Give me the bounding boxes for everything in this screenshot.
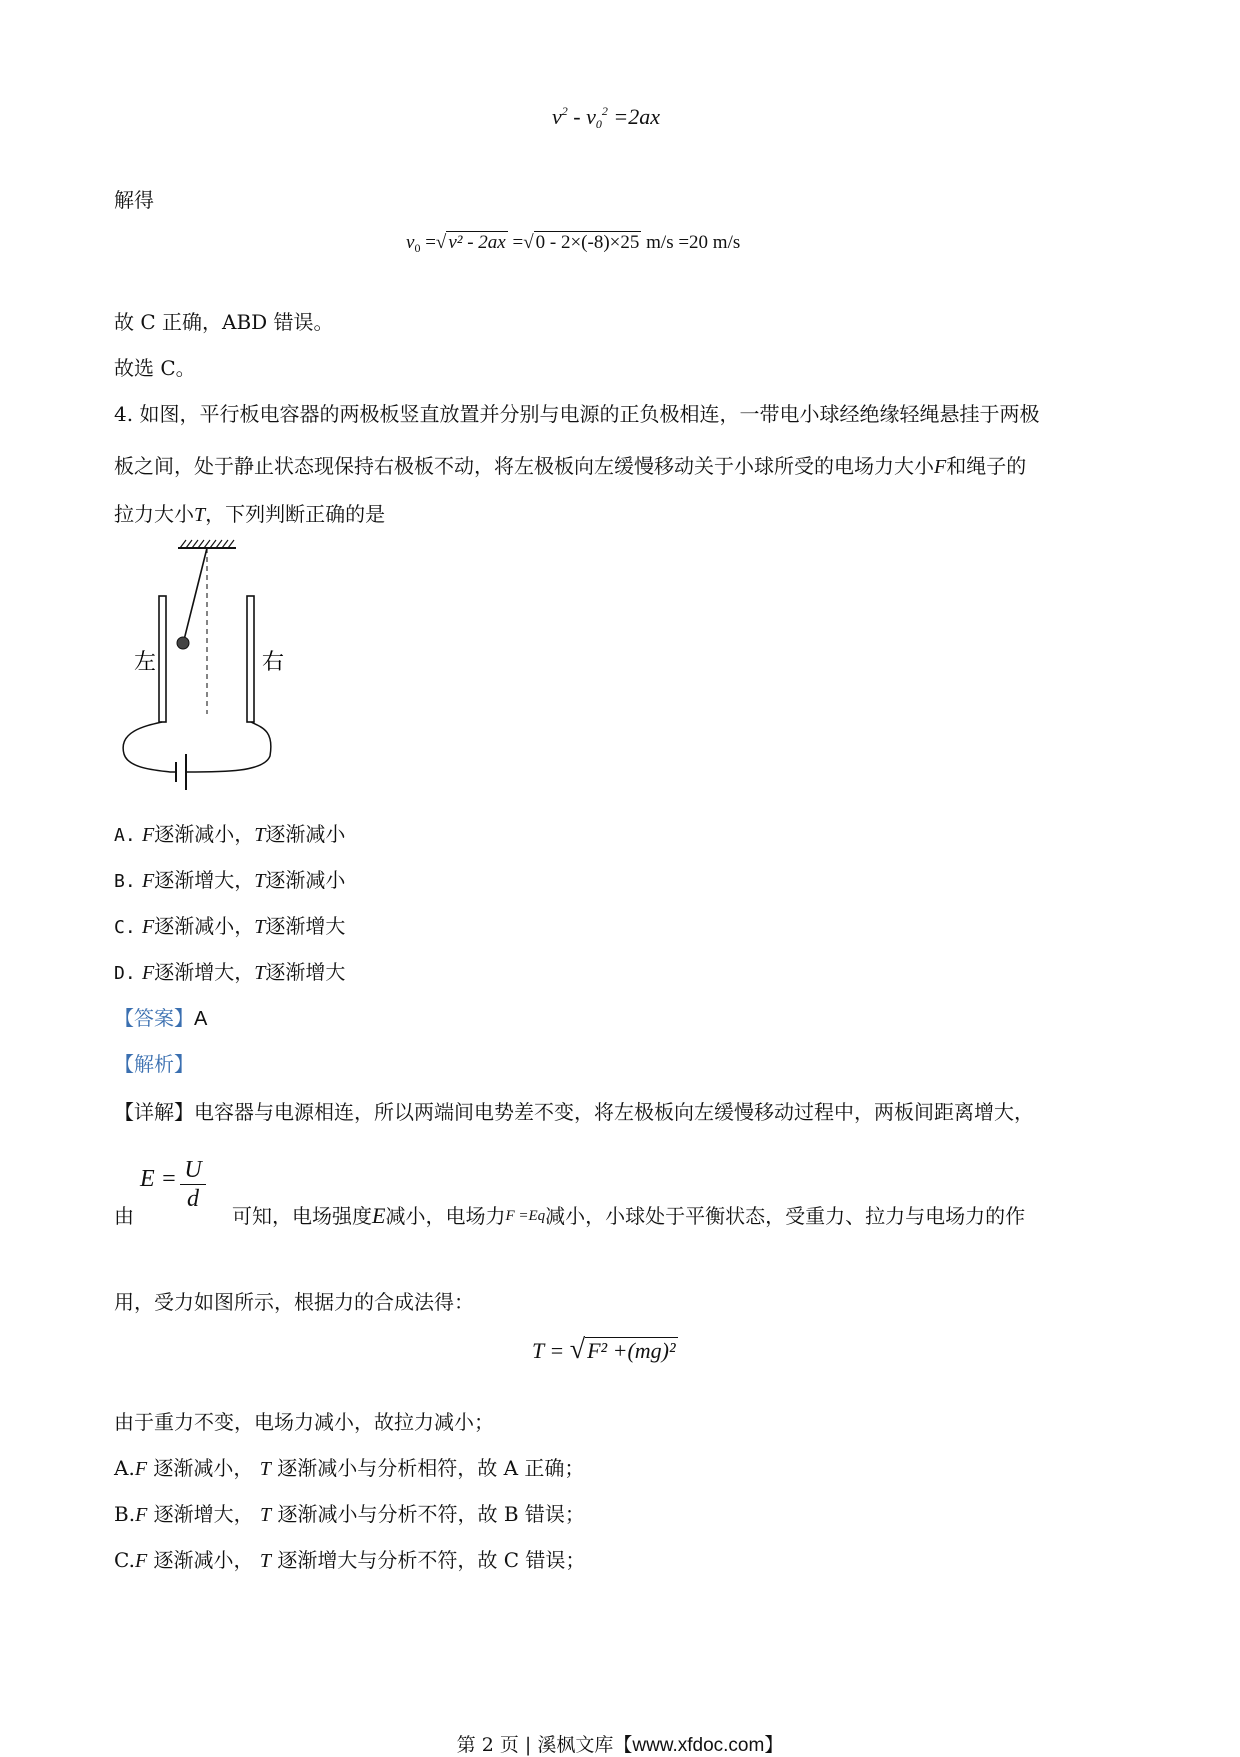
eq-operator: =	[420, 232, 436, 253]
eq-lhs: T =	[532, 1338, 565, 1363]
option-letter: D.	[114, 963, 136, 984]
symbol-F: F	[142, 962, 155, 984]
option-text: 逐渐减小	[265, 868, 346, 892]
detail-text: 减小，小球处于平衡状态，受重力、拉力与电场力的作	[545, 1204, 1026, 1228]
question-text-line2	[114, 450, 1026, 479]
detail-line4: 由于重力不变，电场力减小，故拉力减小；	[114, 1410, 494, 1434]
eval-text: 逐渐减小与分析不符，故 B 错误；	[277, 1502, 585, 1526]
detail-line1: 【详解】电容器与电源相连，所以两端间电势差不变，将左极板向左缓慢移动过程中，两板间距离增大，	[114, 1100, 1034, 1124]
sqrt-sign: √	[569, 1334, 586, 1365]
eq-subscript: 0	[414, 241, 421, 255]
equation-field-lhs: E =	[140, 1166, 177, 1192]
eq-operator: =	[507, 232, 524, 253]
symbol-E: E	[372, 1203, 386, 1228]
option-text: 逐渐减小，	[154, 822, 255, 846]
option-a	[114, 818, 345, 847]
option-text: 逐渐增大，	[154, 868, 255, 892]
eq-subscript: 0	[595, 117, 602, 131]
answer-label: 【答案】	[114, 1006, 194, 1030]
symbol-T: T	[254, 870, 266, 892]
symbol-F: F	[134, 1550, 148, 1572]
eq-symbol: v	[552, 104, 562, 129]
sqrt-radicand: v² - 2ax	[448, 232, 506, 253]
eval-text: 逐渐增大与分析不符，故 C 错误；	[277, 1548, 586, 1572]
option-text: 逐渐增大	[265, 960, 346, 984]
question-text-line3	[114, 498, 385, 527]
eq-operator: -	[567, 104, 587, 129]
option-c	[114, 910, 345, 939]
eval-prefix: A.	[114, 1456, 135, 1480]
fraction-denominator: d	[187, 1186, 199, 1212]
option-b	[114, 864, 345, 893]
detail-text: 可知，电场强度	[232, 1204, 372, 1228]
symbol-F: F	[142, 916, 155, 938]
formula-F-Eq: F =Eq	[505, 1208, 546, 1224]
eval-text: 逐渐减小与分析相符，故 A 正确；	[277, 1456, 585, 1480]
symbol-T: T	[260, 1504, 272, 1526]
analysis-label: 【解析】	[114, 1052, 194, 1076]
option-text: 逐渐增大，	[154, 960, 255, 984]
equation-kinematics	[552, 104, 660, 132]
label-left-plate: 左	[134, 650, 157, 675]
eval-text: 逐渐增大，	[147, 1502, 254, 1526]
eval-prefix: C.	[114, 1548, 135, 1572]
label-right-plate: 右	[262, 650, 285, 675]
capacitor-pendulum-figure	[114, 536, 294, 796]
solve-label: 解得	[114, 188, 154, 212]
eq-symbol: v	[406, 232, 415, 253]
footer-url[interactable]: www.xfdoc.com	[632, 1735, 765, 1756]
symbol-F: F	[934, 456, 947, 478]
eval-text: 逐渐减小，	[147, 1456, 254, 1480]
sqrt-radicand: F² +(mg)²	[587, 1338, 676, 1363]
symbol-F: F	[134, 1458, 148, 1480]
option-d	[114, 956, 345, 985]
eq-result: m/s =20 m/s	[646, 232, 741, 253]
answer-value: A	[194, 1008, 208, 1030]
eq-symbol: v	[586, 104, 596, 129]
sqrt-sign: √	[523, 232, 534, 253]
footer-brand: 溪枫文库【	[537, 1734, 633, 1756]
symbol-F: F	[142, 870, 155, 892]
symbol-T: T	[259, 1458, 271, 1480]
symbol-F: F	[135, 1504, 148, 1526]
page-footer	[0, 1730, 1240, 1757]
question-text: 和绳子的	[946, 454, 1027, 478]
page-number: 第 2 页	[456, 1734, 525, 1756]
eval-prefix: B.	[114, 1502, 136, 1526]
choice-line: 故选 C。	[114, 356, 196, 380]
option-letter: C.	[114, 917, 136, 938]
eq-exponent: 2	[601, 104, 608, 118]
question-text: 板之间，处于静止状态现保持右极板不动，将左极板向左缓慢移动关于小球所受的电场力大小	[114, 454, 934, 478]
question-text: ，下列判断正确的是	[205, 502, 386, 526]
symbol-F: F	[142, 824, 155, 846]
detail-text: 由	[114, 1204, 134, 1228]
eq-rhs: =2ax	[607, 104, 660, 129]
option-letter: B.	[114, 871, 136, 892]
option-text: 逐渐增大	[265, 914, 346, 938]
conclusion-line: 故 C 正确，ABD 错误。	[114, 310, 334, 334]
sqrt-radicand: 0 - 2×(-8)×25	[535, 232, 640, 253]
sqrt-sign: √	[435, 232, 447, 253]
question-text-line1: 4. 如图，平行板电容器的两极板竖直放置并分别与电源的正负极相连，一带电小球经绝缘轻绳悬挂于两极	[114, 402, 1040, 426]
equation-initial-velocity	[406, 232, 740, 256]
equation-tension	[532, 1334, 678, 1366]
option-text: 逐渐减小	[265, 822, 346, 846]
eval-a	[114, 1452, 584, 1481]
eval-b	[114, 1498, 585, 1527]
fraction-numerator: U	[180, 1156, 206, 1185]
answer-line	[114, 1002, 207, 1031]
symbol-T: T	[254, 824, 266, 846]
eval-c	[114, 1544, 585, 1573]
footer-bracket: 】	[764, 1734, 784, 1756]
detail-line3: 用，受力如图所示，根据力的合成法得：	[114, 1290, 474, 1314]
symbol-T: T	[254, 962, 266, 984]
footer-separator: |	[524, 1734, 538, 1756]
detail-text: 减小，电场力	[385, 1204, 506, 1228]
detail-line2	[114, 1200, 1025, 1229]
symbol-T: T	[254, 916, 266, 938]
eq-exponent: 2	[561, 104, 568, 118]
symbol-T: T	[259, 1550, 272, 1572]
option-text: 逐渐减小，	[154, 914, 255, 938]
eval-text: 逐渐减小，	[147, 1548, 254, 1572]
question-text: 拉力大小	[114, 502, 194, 526]
option-letter: A.	[114, 825, 136, 846]
symbol-T: T	[194, 504, 206, 526]
